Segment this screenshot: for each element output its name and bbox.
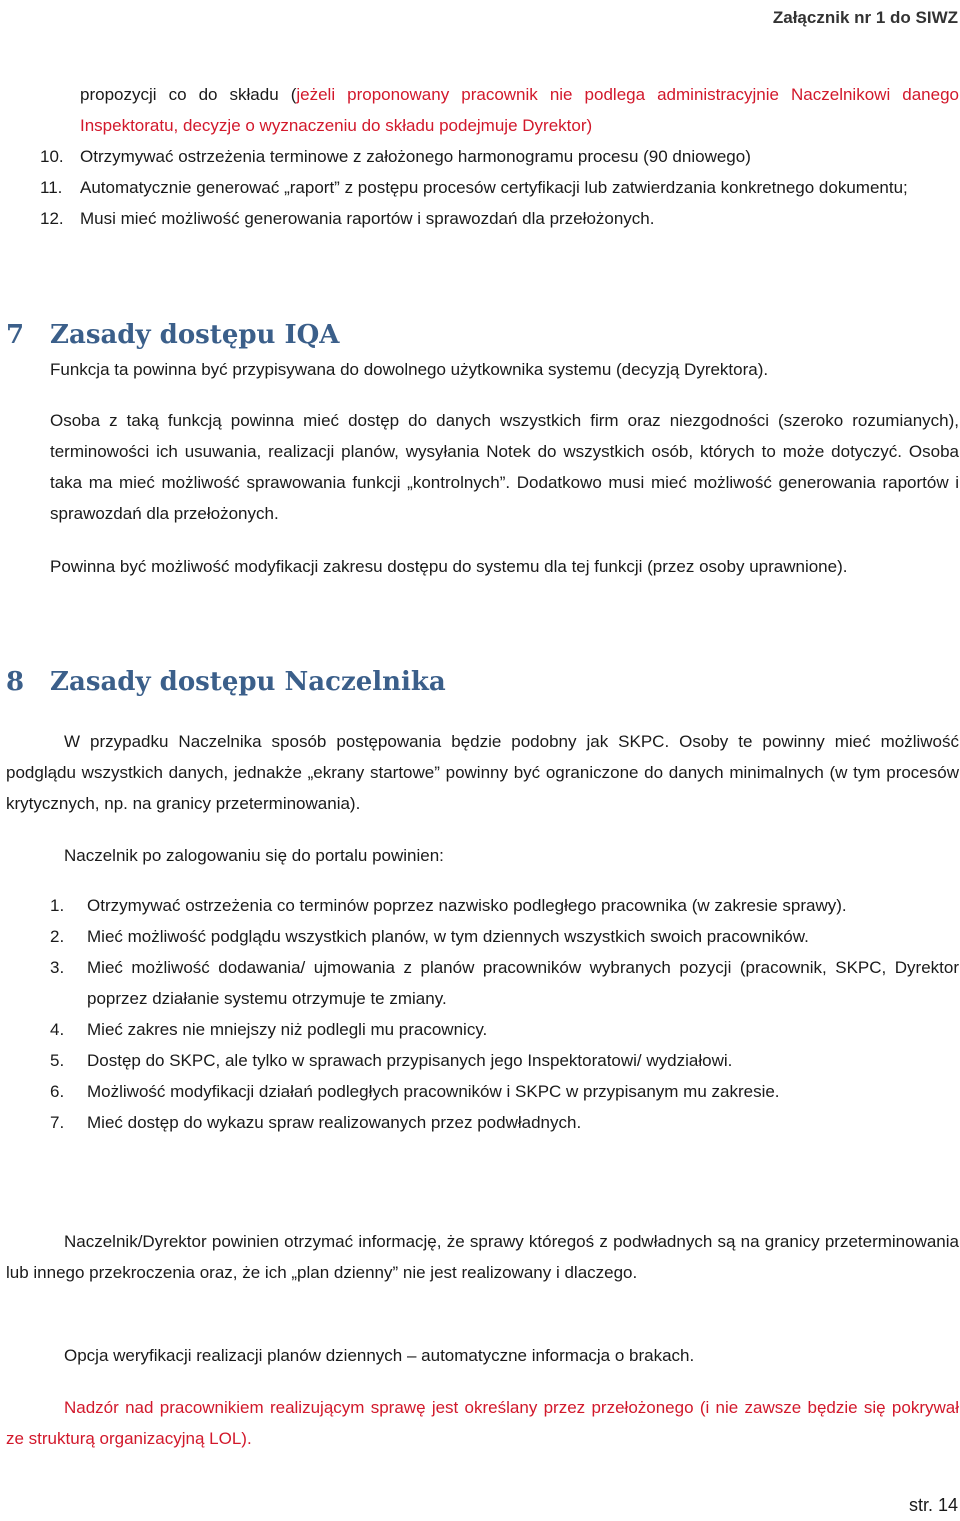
list-item-number: 4.	[50, 1020, 65, 1039]
list-item-text: Mieć zakres nie mniejszy niż podlegli mu pracownicy.	[87, 1020, 488, 1039]
section-7-paragraph-1: Funkcja ta powinna być przypisywana do dowolnego użytkownika systemu (decyzją Dyrektora).	[50, 360, 769, 379]
section-number: 7	[6, 320, 25, 350]
section-8-paragraph-red: Nadzór nad pracownikiem realizującym sprawę jest określany przez przełożonego (i nie zawsze będzie się pokrywał ze strukturą organizacyjną LOL).	[6, 1398, 959, 1448]
section-7-heading	[6, 319, 339, 351]
list-item	[50, 921, 959, 952]
list-item	[50, 1076, 959, 1107]
section-8-heading	[6, 666, 446, 698]
list-item-number: 11.	[40, 178, 63, 197]
list-item-text: Mieć dostęp do wykazu spraw realizowanych przez podwładnych.	[87, 1113, 582, 1132]
naczelnik-list	[50, 890, 959, 1138]
list-item-number: 10.	[40, 147, 64, 166]
list-item	[40, 141, 959, 172]
list-item-text: Musi mieć możliwość generowania raportów i sprawozdań dla przełożonych.	[80, 209, 655, 228]
section-title: Zasady dostępu Naczelnika	[50, 667, 446, 697]
section-number: 8	[6, 667, 25, 697]
list-item-text: Automatycznie generować „raport” z postępu procesów certyfikacji lub zatwierdzania konkretnego dokumentu;	[80, 178, 908, 197]
list-item-number: 3.	[50, 958, 65, 977]
section-7-paragraph-3: Powinna być możliwość modyfikacji zakresu dostępu do systemu dla tej funkcji (przez osoby uprawnione).	[50, 557, 848, 576]
list-item-number: 2.	[50, 927, 65, 946]
section-8-paragraph-3: Naczelnik/Dyrektor powinien otrzymać informację, że sprawy któregoś z podwładnych są na granicy przeterminowania lub innego przekroczenia oraz, że ich „plan dzienny” nie jest realizowany i dlaczego.	[6, 1232, 959, 1282]
list-item-number: 7.	[50, 1113, 65, 1132]
list-item	[50, 1014, 959, 1045]
header-title: Załącznik nr 1 do SIWZ	[772, 8, 958, 27]
list-item-number: 6.	[50, 1082, 65, 1101]
list-item	[50, 890, 959, 921]
section-title: Zasady dostępu IQA	[50, 320, 340, 350]
list-item-text: Mieć możliwość dodawania/ ujmowania z planów pracowników wybranych pozycji (pracownik, SKPC, Dyrektor poprzez działanie systemu otrzymuje te zmiany.	[87, 958, 959, 1008]
list-item-text: Otrzymywać ostrzeżenia co terminów poprzez nazwisko podległego pracownika (w zakresie sprawy).	[87, 896, 847, 915]
continuation-red: jeżeli proponowany pracownik nie podlega administracyjnie Naczelnikowi danego Inspektoratu, decyzje o wyznaczeniu do składu podejmuje Dyrektor)	[80, 85, 959, 135]
list-item	[40, 203, 959, 234]
list-item-text: Mieć możliwość podglądu wszystkich planów, w tym dziennych wszystkich swoich pracowników.	[87, 927, 809, 946]
list-item-number: 12.	[40, 209, 64, 228]
list-item	[50, 1107, 959, 1138]
list-item-text: Możliwość modyfikacji działań podległych pracowników i SKPC w przypisanym mu zakresie.	[87, 1082, 780, 1101]
section-8-paragraph-4: Opcja weryfikacji realizacji planów dziennych – automatyczne informacja o brakach.	[64, 1346, 695, 1365]
list-item-number: 1.	[50, 896, 65, 915]
list-item-number: 5.	[50, 1051, 65, 1070]
section-8-paragraph-2: Naczelnik po zalogowaniu się do portalu powinien:	[64, 846, 444, 865]
list-item	[50, 952, 959, 1014]
continuation-list	[40, 141, 959, 234]
page-number: str. 14	[908, 1495, 958, 1515]
continuation-start: propozycji co do składu (	[80, 85, 297, 104]
list-item	[50, 1045, 959, 1076]
list-item-text: Dostęp do SKPC, ale tylko w sprawach przypisanych jego Inspektoratowi/ wydziałowi.	[87, 1051, 733, 1070]
list-item	[40, 172, 959, 203]
list-item-text: Otrzymywać ostrzeżenia terminowe z założonego harmonogramu procesu (90 dniowego)	[80, 147, 751, 166]
section-8-paragraph-1: W przypadku Naczelnika sposób postępowania będzie podobny jak SKPC. Osoby te powinny mieć możliwość podglądu wszystkich danych, jednakże „ekrany startowe” powinny być ograniczone do danych minimalnych (w tym procesów krytycznych, np. na granicy przeterminowania).	[6, 732, 959, 813]
section-7-paragraph-2: Osoba z taką funkcją powinna mieć dostęp do danych wszystkich firm oraz niezgodności (szeroko rozumianych), terminowości ich usuwania, realizacji planów, wysyłania Notek do wszystkich osób, których to może dotyczyć. Osoba taka ma mieć możliwość sprawowania funkcji „kontrolnych”. Dodatkowo musi mieć możliwość generowania raportów i sprawozdań dla przełożonych.	[50, 411, 959, 523]
continuation-text	[80, 79, 959, 141]
